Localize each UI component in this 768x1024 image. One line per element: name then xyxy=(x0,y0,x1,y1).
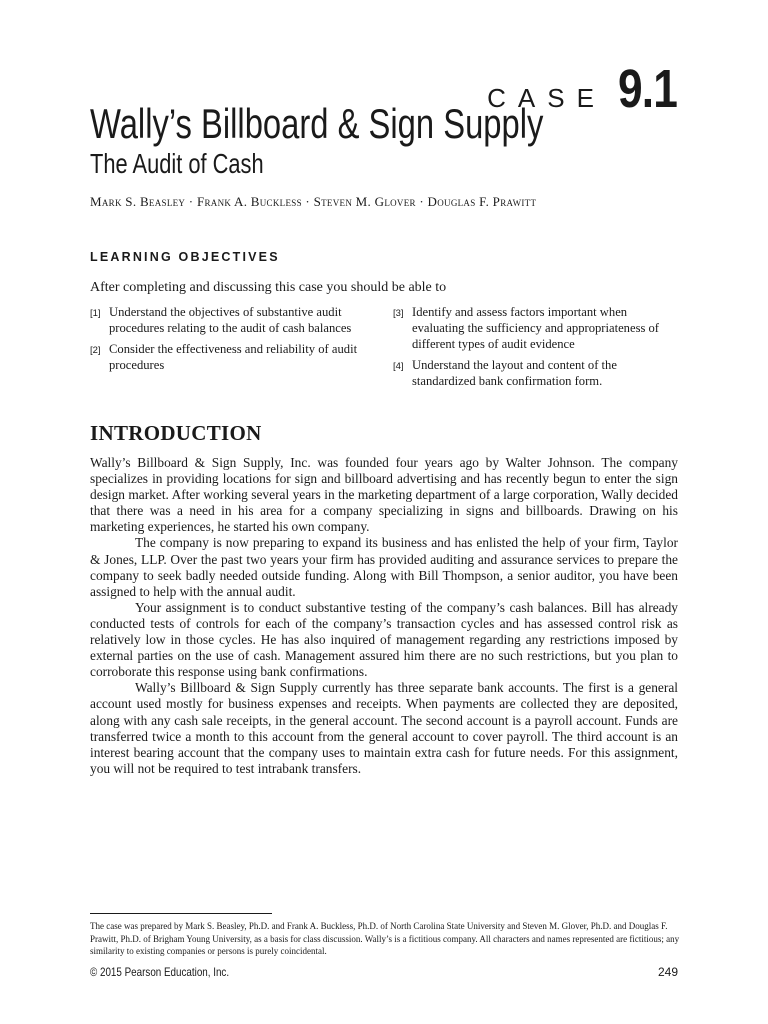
objective-text: Consider the effectiveness and reliability of audit procedures xyxy=(109,342,358,372)
body-paragraph: Wally’s Billboard & Sign Supply currently has three separate bank accounts. The first is a general account used mostly for business expenses and receipts. When payments are collected they are deposited, along with any cash sale receipts, in the general account. The second account is a payroll account. Funds are transferred twice a month to this account from the general account to cover payroll. The third account is an interest bearing account that the company uses to maintain extra cash for future needs. For this assignment, you will not be required to test intrabank transfers. xyxy=(90,680,678,776)
objective-number: [4] xyxy=(393,361,404,372)
objective-item xyxy=(90,304,377,336)
learning-objectives-intro: After completing and discussing this case you should be able to xyxy=(90,280,447,295)
page-number: 249 xyxy=(657,965,678,979)
objective-item xyxy=(393,357,680,389)
page-title: Wally’s Billboard & Sign Supply xyxy=(90,100,544,147)
objective-item xyxy=(90,341,377,373)
objective-text: Understand the objectives of substantive audit procedures relating to the audit of cash balances xyxy=(109,305,352,335)
body-paragraph: Wally’s Billboard & Sign Supply, Inc. was founded four years ago by Walter Johnson. The company specializes in providing locations for sign and billboard advertising and has recently begun to enter the sign design market. After working several years in the marketing department of a large corporation, Wally decided that there was a need in his area for a company specializing in signs and billboards. Drawing on his marketing experiences, he started his own company. xyxy=(90,455,678,535)
introduction-body xyxy=(90,455,678,777)
body-paragraph: Your assignment is to conduct substantive testing of the company’s cash balances. Bill has already conducted tests of controls for each of the company’s transaction cycles and has assessed control risk as relatively low in those cycles. He has also inquired of management regarding any restrictions imposed by external parties on the use of cash. Management assured him there are no such restrictions, but you plan to corroborate this response using bank confirmations. xyxy=(90,599,678,680)
learning-objectives-heading: LEARNING OBJECTIVES xyxy=(90,250,280,264)
objectives-column-left xyxy=(90,304,377,394)
learning-objectives-list xyxy=(90,304,680,394)
objectives-column-right xyxy=(393,304,680,394)
objective-text: Understand the layout and content of the standardized bank confirmation form. xyxy=(412,358,617,388)
objective-item xyxy=(393,304,680,352)
footnote: The case was prepared by Mark S. Beasley, Ph.D. and Frank A. Buckless, Ph.D. of North Carolina State University and Steven M. Glover, Ph.D. and Douglas F. Prawitt, Ph.D. of Brigham Young University, as a basis for class discussion. Wally’s is a fictitious company. All characters and names represented are fictitious; any similarity to existing companies or persons is purely coincidental. xyxy=(90,921,680,956)
objective-number: [1] xyxy=(90,308,101,319)
case-word: CASE xyxy=(487,83,606,113)
objective-number: [2] xyxy=(90,345,101,356)
authors-line: Mark S. Beasley · Frank A. Buckless · Steven M. Glover · Douglas F. Prawitt xyxy=(90,194,537,209)
footnote-divider xyxy=(90,913,272,914)
introduction-heading: INTRODUCTION xyxy=(90,421,262,445)
page-subtitle: The Audit of Cash xyxy=(90,148,264,179)
case-number: 9.1 xyxy=(617,59,678,119)
objective-text: Identify and assess factors important when evaluating the sufficiency and appropriateness of different types of audit evidence xyxy=(412,305,660,351)
body-paragraph: The company is now preparing to expand its business and has enlisted the help of your firm, Taylor & Jones, LLP. Over the past two years your firm has provided auditing and assurance services to prepare the company to seek badly needed outside funding. Along with Bill Thompson, a senior auditor, you have been assigned to help with the annual audit. xyxy=(90,535,678,599)
copyright-notice: © 2015 Pearson Education, Inc. xyxy=(90,965,230,979)
objective-number: [3] xyxy=(393,308,404,319)
